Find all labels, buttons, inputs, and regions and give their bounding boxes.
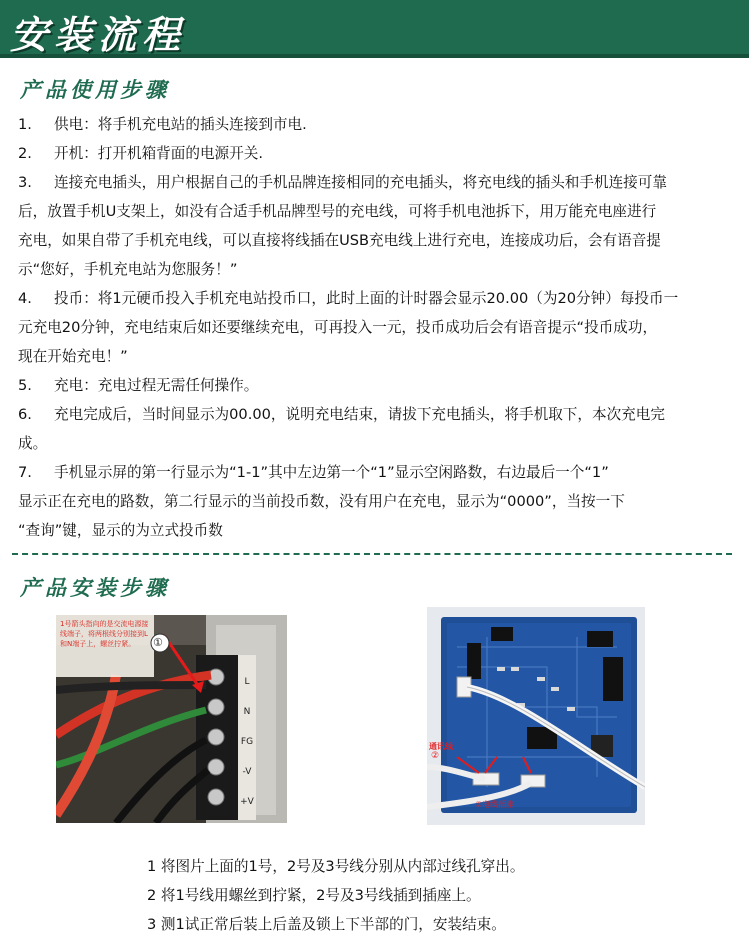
power-terminal-photo [56,615,287,823]
usage-steps-list [18,110,733,545]
step-text-line: 成。 [18,435,48,452]
step-number: 1. [18,116,32,133]
instruction-3: 3 测1试正常后装上后盖及锁上下半部的门，安装结束。 [147,916,506,933]
socket-label: ③电线插座 [475,800,515,809]
terminal-label: FG [240,737,254,747]
step-5 [18,371,733,400]
terminal-label: N [243,707,251,717]
step-number: 2. [18,145,32,162]
step-text-line: 后，放置手机U支架上，如没有合适手机品牌型号的充电线，可将手机电池拆下，用万能充电座进行 [18,203,657,220]
step-text: 供电：将手机充电站的插头连接到市电. [54,116,307,133]
terminal-annotation: 1号箭头指向的是交流电源接线端子，将两根线分别接到L和N端子上，螺丝拧紧。 [60,620,149,648]
instruction-1: 1 将图片上面的1号，2号及3号线分别从内部过线孔穿出。 [147,858,525,875]
terminal-label: -V [242,767,252,777]
dashed-divider [12,553,732,555]
step-4 [18,284,733,371]
marker-1: ① [153,636,163,649]
step-text-line: 示“您好，手机充电站为您服务！” [18,261,238,278]
step-text-line: 充电完成后，当时间显示为00.00，说明充电结束，请拔下充电插头，将手机取下，本次充电完 [54,406,665,423]
step-text-line: “查询”键，显示的为立式投币数 [18,522,223,539]
step-number: 3. [18,174,32,191]
usage-section-title: 产品使用步骤 [20,77,170,102]
step-text-line: 显示正在充电的路数，第二行显示的当前投币数，没有用户在充电，显示为“0000”，当按一下 [18,493,625,510]
header-banner [0,0,749,58]
step-3 [18,168,733,284]
step-2 [18,139,733,168]
step-text-line: 投币：将1元硬币投入手机充电站投币口，此时上面的计时器会显示20.00（为20分钟）每投币一 [54,290,679,307]
step-text-line: 充电，如果自带了手机充电线，可以直接将线插在USB充电线上进行充电，连接成功后，会有语音提 [18,232,661,249]
control-board-illustration [427,607,645,825]
install-section-title: 产品安装步骤 [20,575,170,600]
terminal-label: +V [240,797,254,807]
step-text-line: 元充电20分钟，充电结束后如还要继续充电，可再投入一元，投币成功后会有语音提示“投币成功， [18,319,658,336]
page-title: 安装流程 [10,12,187,57]
step-number: 7. [18,464,32,481]
step-text-line: 连接充电插头，用户根据自己的手机品牌连接相同的充电插头，将充电线的插头和手机连接可靠 [54,174,667,191]
control-board-photo [427,607,645,825]
step-text: 充电：充电过程无需任何操作。 [54,377,259,394]
marker-2: ② [431,751,440,761]
step-number: 5. [18,377,32,394]
step-7 [18,458,733,545]
terminal-label: L [244,677,250,687]
step-text-line: 手机显示屏的第一行显示为“1-1”其中左边第一个“1”显示空闲路数，右边最后一个“1” [54,464,609,481]
step-text-line: 现在开始充电！” [18,348,128,365]
step-1 [18,110,733,139]
step-number: 4. [18,290,32,307]
step-6 [18,400,733,458]
comm-wire-label: 通讯线 [429,742,453,751]
install-instructions [147,852,524,939]
step-number: 6. [18,406,32,423]
instruction-2: 2 将1号线用螺丝到拧紧，2号及3号线插到插座上。 [147,887,481,904]
terminal-labels [240,667,254,817]
step-text: 开机：打开机箱背面的电源开关. [54,145,263,162]
